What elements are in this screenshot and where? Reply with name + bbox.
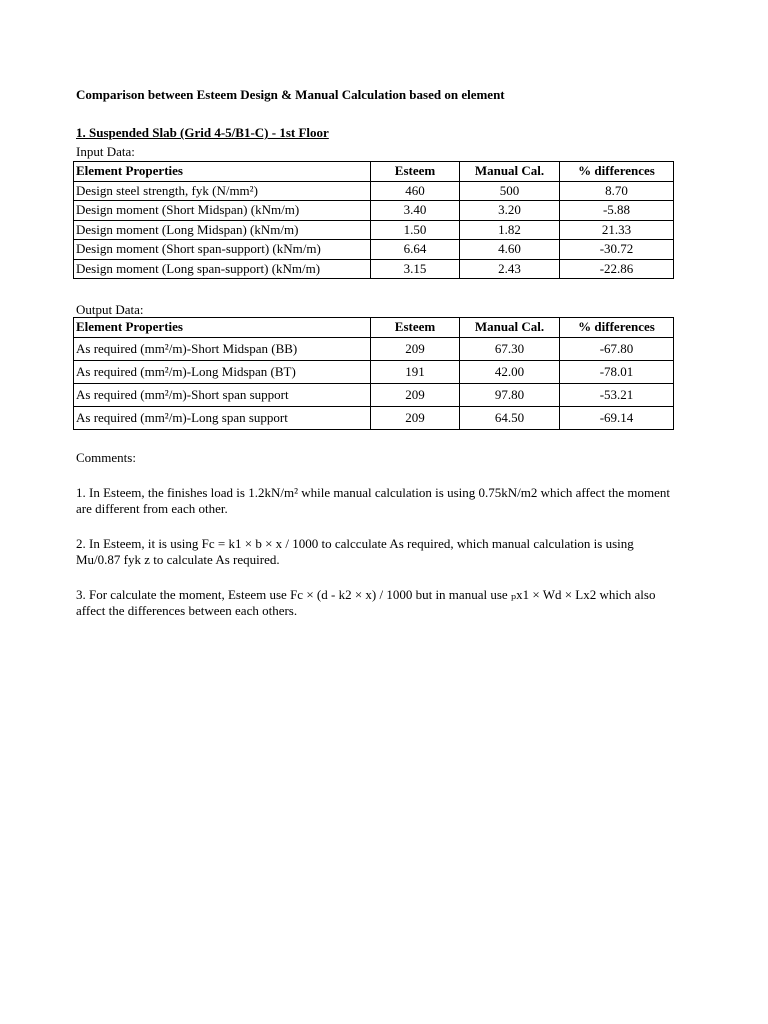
cell-diff: -30.72 bbox=[560, 240, 674, 260]
header-differences: % differences bbox=[560, 318, 674, 338]
table-row bbox=[74, 259, 674, 279]
cell-diff: -67.80 bbox=[560, 338, 674, 361]
cell-esteem: 209 bbox=[371, 384, 460, 407]
cell-manual: 2.43 bbox=[460, 259, 560, 279]
cell-esteem: 209 bbox=[371, 338, 460, 361]
document-title: Comparison between Esteem Design & Manual Calculation based on element bbox=[76, 87, 505, 102]
comment-paragraph: 2. In Esteem, it is using Fc = k1 × b × x / 1000 to calcculate As required, which manual calculation is using Mu/0.87 fyk z to calculate As required. bbox=[76, 536, 634, 567]
cell-diff: -5.88 bbox=[560, 201, 674, 221]
cell-property: As required (mm²/m)-Short span support bbox=[74, 384, 371, 407]
table-row bbox=[74, 220, 674, 240]
cell-esteem: 191 bbox=[371, 361, 460, 384]
output-data-label: Output Data: bbox=[76, 302, 144, 317]
cell-diff: -53.21 bbox=[560, 384, 674, 407]
table-row bbox=[74, 201, 674, 221]
cell-manual: 67.30 bbox=[460, 338, 560, 361]
input-data-table bbox=[73, 161, 674, 279]
cell-diff: -22.86 bbox=[560, 259, 674, 279]
cell-property: Design steel strength, fyk (N/mm²) bbox=[74, 181, 371, 201]
cell-property: Design moment (Short Midspan) (kNm/m) bbox=[74, 201, 371, 221]
comment-paragraph: 3. For calculate the moment, Esteem use Fc × (d - k2 × x) / 1000 but in manual use ₚx1 × Wd × Lx2 which also affect the differences between each others. bbox=[76, 587, 656, 618]
input-data-label: Input Data: bbox=[76, 144, 135, 159]
cell-manual: 42.00 bbox=[460, 361, 560, 384]
table-header-row bbox=[74, 318, 674, 338]
header-manual-cal: Manual Cal. bbox=[460, 318, 560, 338]
cell-manual: 64.50 bbox=[460, 407, 560, 430]
header-esteem: Esteem bbox=[371, 162, 460, 182]
cell-diff: 21.33 bbox=[560, 220, 674, 240]
cell-manual: 4.60 bbox=[460, 240, 560, 260]
cell-property: Design moment (Long span-support) (kNm/m) bbox=[74, 259, 371, 279]
cell-property: As required (mm²/m)-Long span support bbox=[74, 407, 371, 430]
cell-manual: 3.20 bbox=[460, 201, 560, 221]
cell-property: Design moment (Long Midspan) (kNm/m) bbox=[74, 220, 371, 240]
cell-manual: 97.80 bbox=[460, 384, 560, 407]
header-element-properties: Element Properties bbox=[74, 318, 371, 338]
header-differences: % differences bbox=[560, 162, 674, 182]
cell-esteem: 6.64 bbox=[371, 240, 460, 260]
header-element-properties: Element Properties bbox=[74, 162, 371, 182]
cell-manual: 500 bbox=[460, 181, 560, 201]
comments-label: Comments: bbox=[76, 450, 136, 465]
table-header-row bbox=[74, 162, 674, 182]
output-data-table bbox=[73, 317, 674, 430]
cell-esteem: 460 bbox=[371, 181, 460, 201]
table-row bbox=[74, 181, 674, 201]
header-manual-cal: Manual Cal. bbox=[460, 162, 560, 182]
cell-diff: 8.70 bbox=[560, 181, 674, 201]
table-row bbox=[74, 338, 674, 361]
comment-paragraph: 1. In Esteem, the finishes load is 1.2kN/m² while manual calculation is using 0.75kN/m2 which affect the moment are different from each other. bbox=[76, 485, 670, 516]
header-esteem: Esteem bbox=[371, 318, 460, 338]
cell-esteem: 209 bbox=[371, 407, 460, 430]
cell-esteem: 3.15 bbox=[371, 259, 460, 279]
cell-esteem: 1.50 bbox=[371, 220, 460, 240]
table-row bbox=[74, 361, 674, 384]
cell-diff: -78.01 bbox=[560, 361, 674, 384]
cell-property: As required (mm²/m)-Long Midspan (BT) bbox=[74, 361, 371, 384]
cell-diff: -69.14 bbox=[560, 407, 674, 430]
table-row bbox=[74, 384, 674, 407]
table-row bbox=[74, 407, 674, 430]
section-title: 1. Suspended Slab (Grid 4-5/B1-C) - 1st Floor bbox=[76, 125, 329, 140]
cell-esteem: 3.40 bbox=[371, 201, 460, 221]
cell-manual: 1.82 bbox=[460, 220, 560, 240]
cell-property: Design moment (Short span-support) (kNm/m) bbox=[74, 240, 371, 260]
cell-property: As required (mm²/m)-Short Midspan (BB) bbox=[74, 338, 371, 361]
table-row bbox=[74, 240, 674, 260]
